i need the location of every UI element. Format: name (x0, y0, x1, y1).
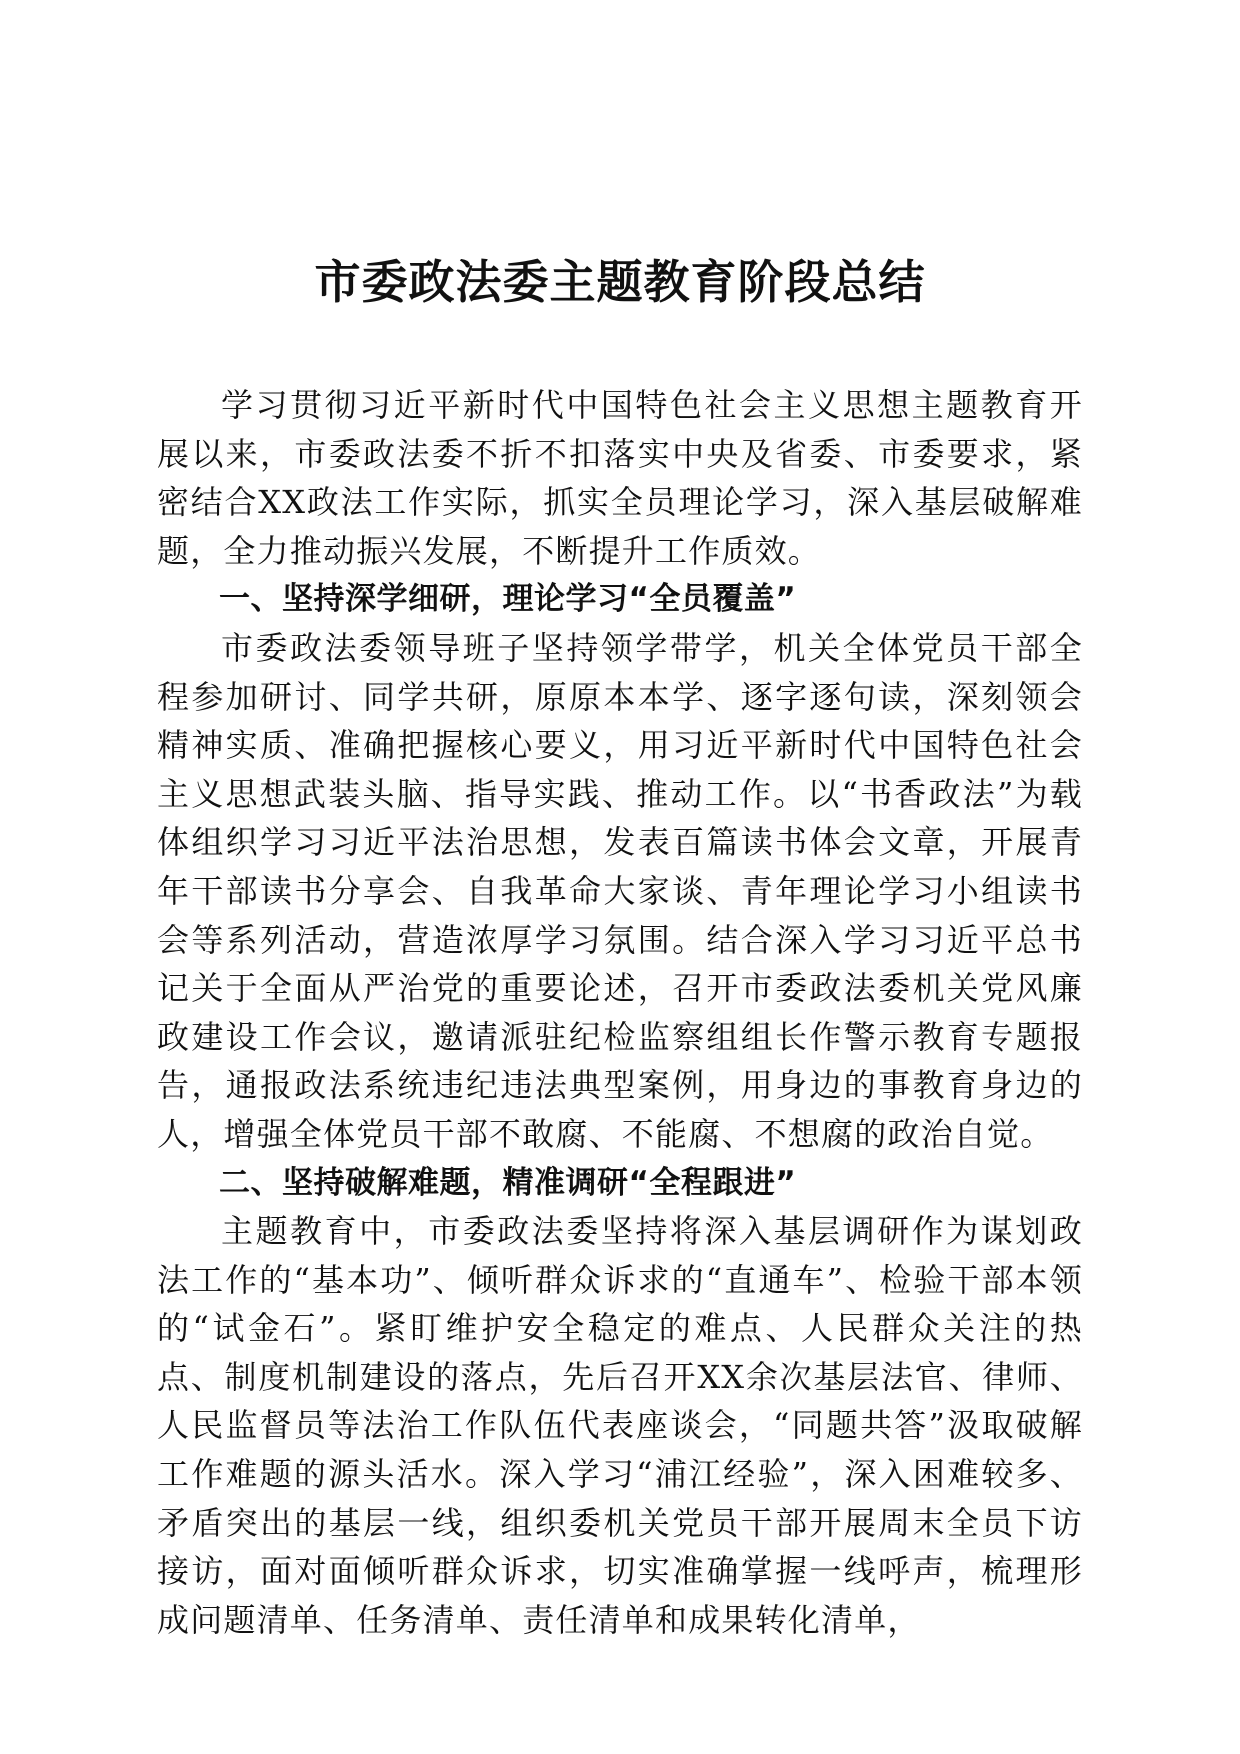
intro-paragraph: 学习贯彻习近平新时代中国特色社会主义思想主题教育开展以来，市委政法委不折不扣落实中央及省委、市委要求，紧密结合XX政法工作实际，抓实全员理论学习，深入基层破解难题，全力推动振兴发展，不断提升工作质效。 (157, 386, 1083, 570)
section-2-heading: 二、坚持破解难题，精准调研“全程跟进” (219, 1164, 797, 1201)
document-body (157, 381, 1083, 1644)
document-title: 市委政法委主题教育阶段总结 (314, 255, 926, 309)
section-1-heading: 一、坚持深学细研，理论学习“全员覆盖” (219, 581, 797, 618)
section-2-paragraph: 主题教育中，市委政法委坚持将深入基层调研作为谋划政法工作的“基本功”、倾听群众诉求的“直通车”、检验干部本领的“试金石”。紧盯维护安全稳定的难点、人民群众关注的热点、制度机制建设的落点，先后召开XX余次基层法官、律师、人民监督员等法治工作队伍代表座谈会，“同题共答”汲取破解工作难题的源头活水。深入学习“浦江经验”，深入困难较多、矛盾突出的基层一线，组织委机关党员干部开展周末全员下访接访，面对面倾听群众诉求，切实准确掌握一线呼声，梳理形成问题清单、任务清单、责任清单和成果转化清单， (157, 1212, 1083, 1639)
section-1-paragraph: 市委政法委领导班子坚持领学带学，机关全体党员干部全程参加研讨、同学共研，原原本本学、逐字逐句读，深刻领会精神实质、准确把握核心要义，用习近平新时代中国特色社会主义思想武装头脑、指导实践、推动工作。以“书香政法”为载体组织学习习近平法治思想，发表百篇读书体会文章，开展青年干部读书分享会、自我革命大家谈、青年理论学习小组读书会等系列活动，营造浓厚学习氛围。结合深入学习习近平总书记关于全面从严治党的重要论述，召开市委政法委机关党风廉政建设工作会议，邀请派驻纪检监察组组长作警示教育专题报告，通报政法系统违纪违法典型案例，用身边的事教育身边的人，增强全体党员干部不敢腐、不能腐、不想腐的政治自觉。 (157, 628, 1083, 1153)
